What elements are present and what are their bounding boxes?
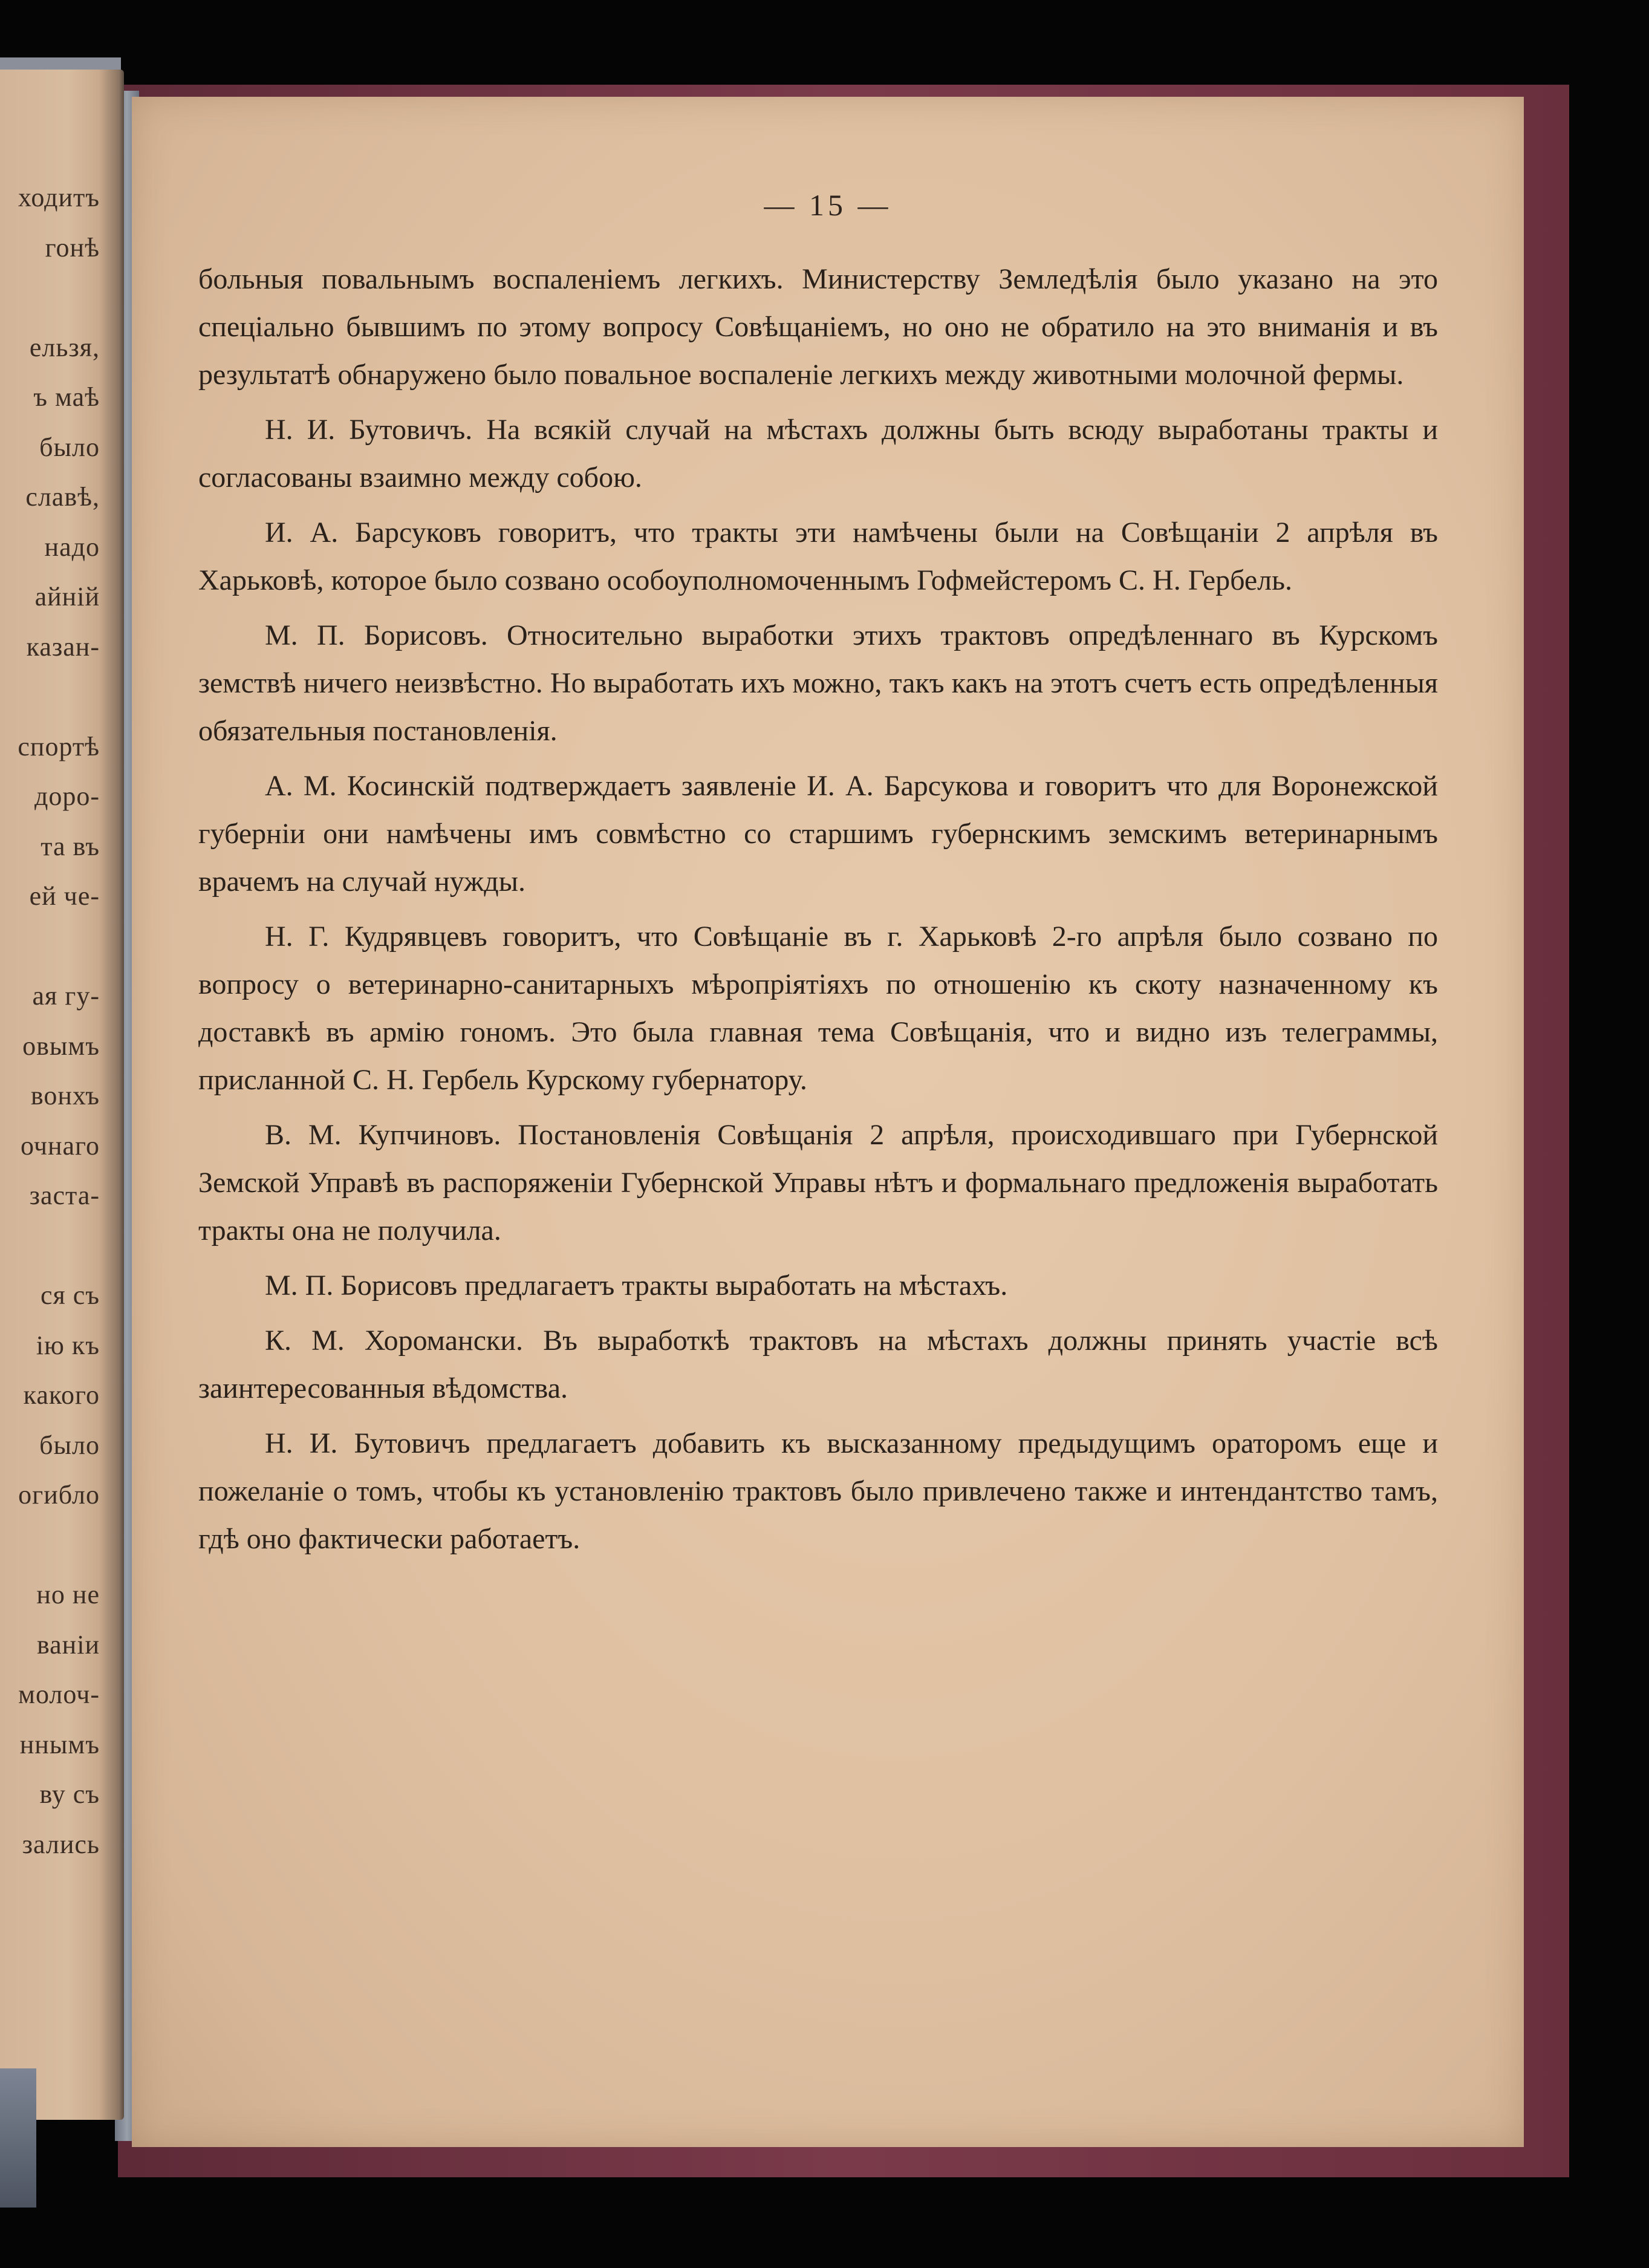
page-text [198,255,1438,1563]
right-page [132,97,1524,2147]
left-page-fragment: славѣ, [25,482,100,512]
left-page-fragment: но не [36,1580,100,1609]
left-page-fragment: ей че- [29,881,100,911]
paragraph: М. П. Борисовъ предлагаетъ тракты выработать на мѣстахъ. [265,1269,1008,1302]
page-number: — 15 — [764,188,892,222]
left-page-fragment: ннымъ [19,1729,100,1759]
left-page-fragment: ая гу- [32,981,100,1011]
paragraph: М. П. Борисовъ. Относительно выработки этихъ трактовъ опредѣленнаго въ Курскомъ земствѣ ничего неизвѣстно. Но выработать ихъ можно, такъ какъ на этотъ счетъ есть опредѣленныя обязательныя постановленія. [198,619,1438,747]
left-page-fragment: ся съ [40,1280,100,1310]
left-page-fragment: вонхъ [30,1081,100,1110]
left-page-fragment: заста- [29,1181,100,1210]
left-page-fragment: очнаго [20,1130,100,1161]
paragraph: больныя повальнымъ воспаленіемъ легкихъ. Министерству Земледѣлія было указано на это спеціально бывшимъ по этому вопросу Совѣщаніемъ, но оно не обратило на это вниманія и въ результатѣ обнаружено было повальное воспаленіе легкихъ между животными молочной фермы. [198,263,1438,391]
left-page-fragment: ъ маѣ [33,382,100,412]
left-page-fragment: казан- [26,631,100,662]
left-page-fragment: айній [34,582,100,611]
paragraph: Н. Г. Кудрявцевъ говоритъ, что Совѣщаніе въ г. Харьковѣ 2-го апрѣля было созвано по вопросу о ветеринарно-санитарныхъ мѣропріятіяхъ по отношенію къ скоту назначенному къ доставкѣ въ армію гономъ. Это была главная тема Совѣщанія, что и видно изъ телеграммы, присланной С. Н. Гербель Курскому губернатору. [198,921,1438,1096]
left-page-fragment: ваніи [36,1629,100,1660]
paragraph: В. М. Купчиновъ. Постановленія Совѣщанія 2 апрѣля, происходившаго при Губернской Земской Управѣ въ распоряженіи Губернской Управы нѣтъ и формальнаго предложенія выработать тракты она не получила. [198,1119,1438,1246]
left-page-fragment: гонѣ [45,232,100,262]
paragraph: К. М. Хоромански. Въ выработкѣ трактовъ на мѣстахъ должны принять участіе всѣ заинтересованныя вѣдомства. [198,1325,1438,1404]
left-page [0,70,124,2120]
left-page-fragment: овымъ [22,1031,100,1061]
left-page-fragment: было [39,432,100,462]
left-page-fragment: ву съ [39,1779,100,1809]
paragraph: А. М. Косинскій подтверждаетъ заявленіе И. А. Барсукова и говоритъ что для Воронежской губерніи они намѣчены имъ совмѣстно со старшимъ губернскимъ земскимъ ветеринарнымъ врачемъ на случай нужды. [198,770,1438,898]
left-page-fragment: ію къ [36,1330,100,1360]
left-page-fragment: доро- [34,781,100,811]
left-page-fragment: молоч- [18,1680,100,1709]
left-page-fragment: было [39,1430,100,1460]
left-page-fragment: надо [44,532,100,562]
left-page-fragment: спортѣ [18,731,100,761]
left-page-fragment: ельзя, [29,332,100,362]
paragraph: Н. И. Бутовичъ. На всякій случай на мѣстахъ должны быть всюду выработаны тракты и согласованы взаимно между собою. [198,414,1438,494]
left-page-fragment: ходитъ [18,183,100,212]
paragraph: Н. И. Бутовичъ предлагаетъ добавить къ высказанному предыдущимъ ораторомъ еще и пожеланіе о томъ, чтобы къ установленію трактовъ было привлечено также и интендантство тамъ, гдѣ оно фактически работаетъ. [198,1427,1438,1555]
left-page-fragment: огибло [18,1480,100,1510]
left-page-fragment: зались [22,1829,100,1859]
binding-cloth-bottom [0,2068,36,2208]
left-page-fragment: та въ [41,831,100,861]
left-page-fragment: какого [23,1380,100,1410]
paragraph: И. А. Барсуковъ говоритъ, что тракты эти намѣчены были на Совѣщаніи 2 апрѣля въ Харьковѣ, которое было созвано особоуполномоченнымъ Гофмейстеромъ С. Н. Гербель. [198,516,1438,596]
